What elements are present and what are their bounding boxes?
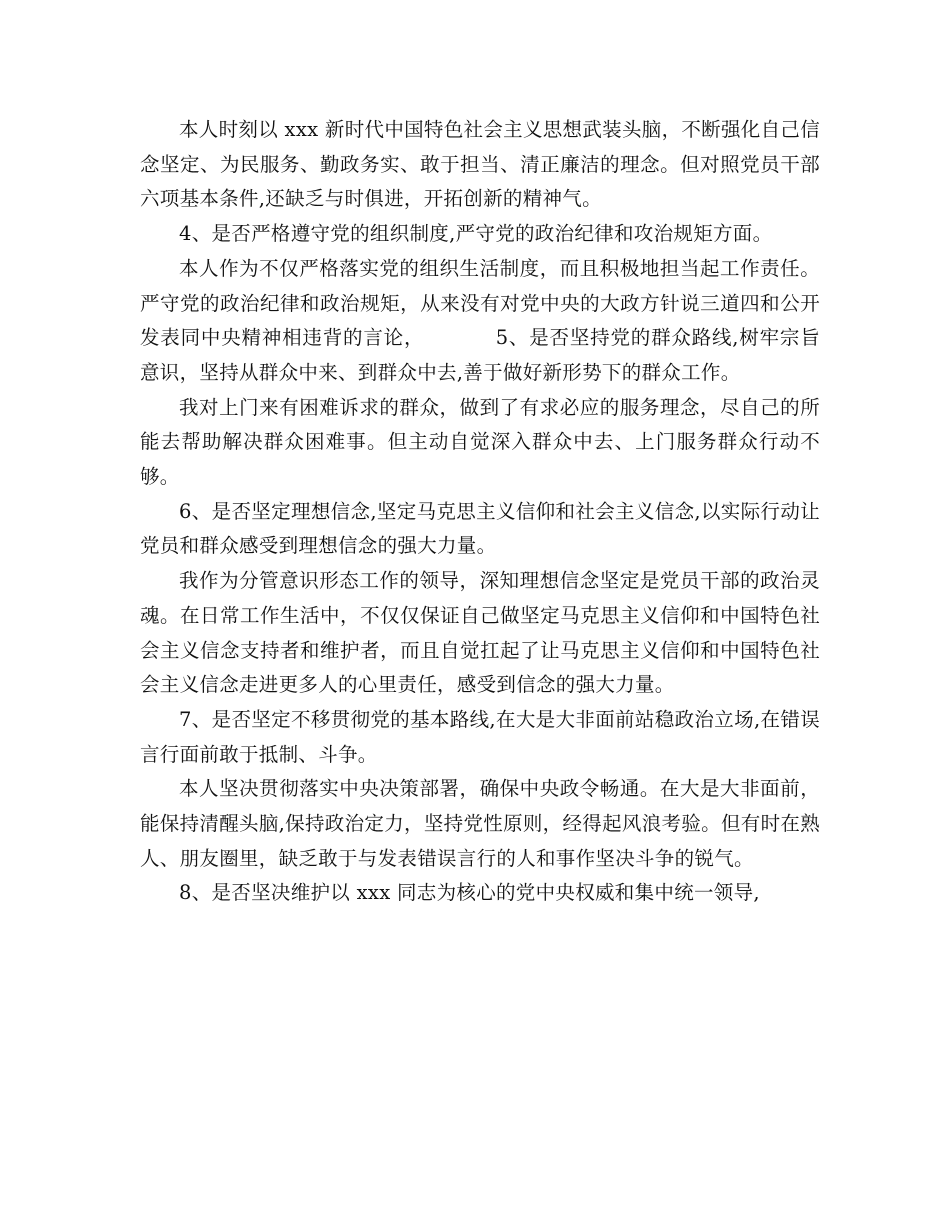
question-4: 4、是否严格遵守党的组织制度,严守党的政治纪律和攻治规矩方面。 (179, 222, 773, 246)
paragraph-6: 我作为分管意识形态工作的领导，深知理想信念坚定是党员干部的政治灵魂。在日常工作生活中，不仅仅保证自己做坚定马克思主义信仰和中国特色社会主义信念支持者和维护者，而且自觉扛起了让马克思主义信仰和中国特色社会主义信念走进更多人的心里责任，感受到信念的强大力量。 (140, 569, 820, 697)
paragraph-1: 本人时刻以 xxx 新时代中国特色社会主义思想武装头脑，不断强化自己信念坚定、为民服务、勤政务实、敢于担当、清正廉洁的理念。但对照党员干部六项基本条件,还缺乏与时俱进，开拓创新的精神气。 (140, 118, 820, 211)
paragraph-8: 本人坚决贯彻落实中央决策部署，确保中央政令畅通。在大是大非面前，能保持清醒头脑,保持政治定力，坚持党性原则，经得起风浪考验。但有时在熟人、朋友圈里，缺乏敢于与发表错误言行的人和事作坚决斗争的锐气。 (140, 777, 820, 870)
question-7: 7、是否坚定不移贯彻党的基本路线,在大是大非面前站稳政治立场,在错误言行面前敢于抵制、斗争。 (140, 707, 820, 766)
question-6: 6、是否坚定理想信念,坚定马克思主义信仰和社会主义信念,以实际行动让党员和群众感受到理想信念的强大力量。 (140, 499, 820, 558)
question-8: 8、是否坚决维护以 xxx 同志为核心的党中央权威和集中统一领导, (179, 881, 760, 905)
paragraph-3: 本人作为不仅严格落实党的组织生活制度，而且积极地担当起工作责任。严守党的政治纪律和政治规矩，从来没有对党中央的大政方针说三道四和公开发表同中央精神相违背的言论， 5、是否坚持党的群众路线,树牢宗旨意识，坚持从群众中来、到群众中去,善于做好新形势下的群众工作。 (140, 256, 820, 384)
document-body (140, 113, 820, 911)
paragraph-4: 我对上门来有困难诉求的群众，做到了有求必应的服务理念，尽自己的所能去帮助解决群众困难事。但主动自觉深入群众中去、上门服务群众行动不够。 (140, 395, 820, 489)
